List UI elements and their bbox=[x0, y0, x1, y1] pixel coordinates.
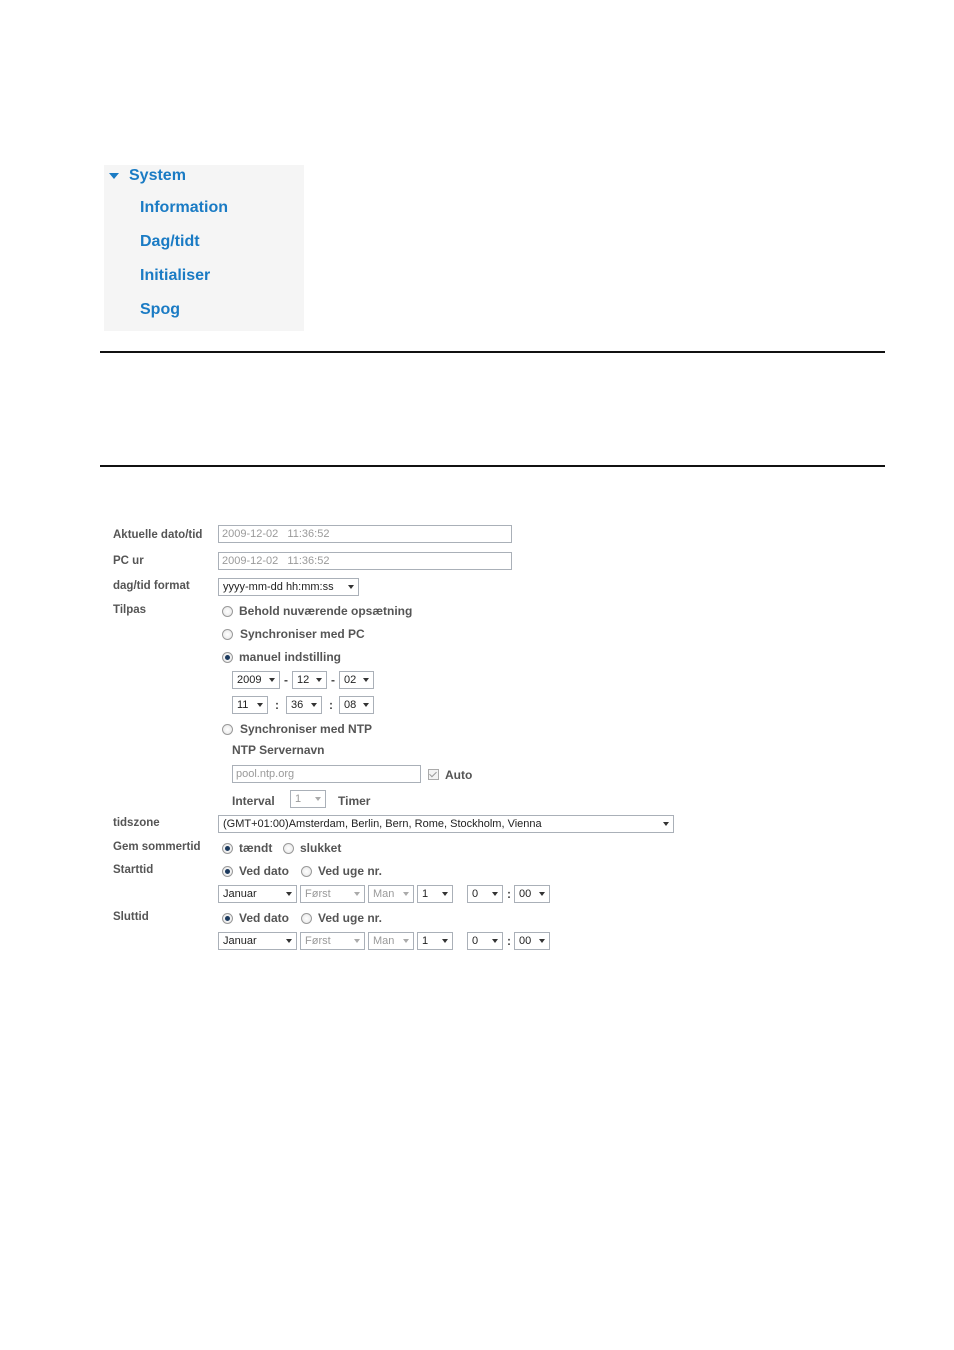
start-hour-select[interactable] bbox=[467, 885, 503, 903]
adjust-label: Tilpas bbox=[113, 604, 147, 616]
end-label: Sluttid bbox=[113, 911, 149, 923]
radio-dst-off[interactable] bbox=[283, 843, 294, 854]
auto-label: Auto bbox=[445, 768, 473, 782]
year-select[interactable] bbox=[232, 671, 280, 689]
start-weekday-value: Man bbox=[373, 888, 395, 900]
end-weekday-value: Man bbox=[373, 935, 395, 947]
dropdown-arrow-icon bbox=[442, 892, 448, 896]
end-month-value: Januar bbox=[223, 935, 257, 947]
sync-ntp-label: Synchroniser med NTP bbox=[240, 722, 373, 736]
format-label: dag/tid format bbox=[113, 580, 190, 592]
time-separator: : bbox=[507, 887, 511, 901]
minute-select[interactable] bbox=[286, 696, 322, 714]
format-select[interactable] bbox=[218, 578, 359, 596]
interval-select[interactable] bbox=[290, 790, 326, 808]
auto-checkbox[interactable] bbox=[428, 769, 439, 780]
end-minute-value: 00 bbox=[519, 935, 532, 947]
menu-item-information[interactable]: Information bbox=[140, 199, 228, 216]
current-datetime-field: 2009-12-02 11:36:52 bbox=[218, 525, 512, 543]
timezone-select[interactable] bbox=[218, 815, 674, 833]
radio-start-by-date[interactable] bbox=[222, 866, 233, 877]
radio-end-by-date[interactable] bbox=[222, 913, 233, 924]
menu-item-date-time[interactable]: Dag/tidt bbox=[140, 233, 200, 250]
month-select[interactable] bbox=[292, 671, 327, 689]
date-separator: - bbox=[284, 673, 288, 687]
radio-start-by-week[interactable] bbox=[301, 866, 312, 877]
dropdown-arrow-icon bbox=[539, 892, 545, 896]
start-week-select[interactable] bbox=[300, 885, 365, 903]
end-minute-select[interactable] bbox=[514, 932, 550, 950]
interval-label: Interval bbox=[232, 794, 275, 808]
radio-keep-current[interactable] bbox=[222, 606, 233, 617]
keep-current-label: Behold nuværende opsætning bbox=[239, 604, 413, 618]
timezone-value: (GMT+01:00)Amsterdam, Berlin, Bern, Rome, Stockholm, Vienna bbox=[223, 818, 542, 830]
minute-value: 36 bbox=[291, 699, 304, 711]
start-by-date-label: Ved dato bbox=[239, 864, 290, 878]
dropdown-arrow-icon bbox=[354, 892, 360, 896]
dropdown-arrow-icon bbox=[442, 939, 448, 943]
divider-bottom bbox=[100, 465, 885, 467]
start-by-week-label: Ved uge nr. bbox=[318, 864, 383, 878]
year-value: 2009 bbox=[237, 674, 262, 686]
dropdown-arrow-icon bbox=[363, 678, 369, 682]
start-day-value: 1 bbox=[422, 888, 429, 900]
dropdown-arrow-icon bbox=[663, 822, 669, 826]
divider-top bbox=[100, 351, 885, 353]
radio-dst-on[interactable] bbox=[222, 843, 233, 854]
start-day-select[interactable] bbox=[417, 885, 453, 903]
timezone-label: tidszone bbox=[113, 817, 160, 829]
second-value: 08 bbox=[344, 699, 357, 711]
end-weekday-select[interactable] bbox=[368, 932, 414, 950]
date-separator: - bbox=[331, 673, 335, 687]
end-month-select[interactable] bbox=[218, 932, 297, 950]
hour-select[interactable] bbox=[232, 696, 268, 714]
dropdown-arrow-icon bbox=[286, 939, 292, 943]
dropdown-arrow-icon bbox=[539, 939, 545, 943]
dst-on-label: tændt bbox=[239, 841, 273, 855]
month-value: 12 bbox=[297, 674, 310, 686]
system-menu bbox=[104, 165, 304, 331]
start-label: Starttid bbox=[113, 864, 154, 876]
end-hour-select[interactable] bbox=[467, 932, 503, 950]
start-week-value: Først bbox=[305, 888, 331, 900]
start-minute-select[interactable] bbox=[514, 885, 550, 903]
interval-value: 1 bbox=[295, 793, 302, 805]
end-week-value: Først bbox=[305, 935, 331, 947]
dropdown-arrow-icon bbox=[354, 939, 360, 943]
day-value: 02 bbox=[344, 674, 357, 686]
time-separator: : bbox=[329, 698, 333, 712]
dropdown-arrow-icon bbox=[363, 703, 369, 707]
end-day-select[interactable] bbox=[417, 932, 453, 950]
time-separator: : bbox=[275, 698, 279, 712]
start-month-value: Januar bbox=[223, 888, 257, 900]
start-hour-value: 0 bbox=[472, 888, 479, 900]
caret-down-icon bbox=[109, 173, 119, 179]
menu-item-language[interactable]: Spog bbox=[140, 301, 180, 318]
pc-clock-field: 2009-12-02 11:36:52 bbox=[218, 552, 512, 570]
dst-label: Gem sommertid bbox=[113, 841, 201, 853]
dropdown-arrow-icon bbox=[348, 585, 354, 589]
day-select[interactable] bbox=[339, 671, 374, 689]
manual-label: manuel indstilling bbox=[239, 650, 342, 664]
dropdown-arrow-icon bbox=[403, 939, 409, 943]
dst-off-label: slukket bbox=[300, 841, 342, 855]
dropdown-arrow-icon bbox=[286, 892, 292, 896]
sync-pc-label: Synchroniser med PC bbox=[240, 627, 365, 641]
dropdown-arrow-icon bbox=[492, 939, 498, 943]
dropdown-arrow-icon bbox=[311, 703, 317, 707]
start-weekday-select[interactable] bbox=[368, 885, 414, 903]
menu-item-initialize[interactable]: Initialiser bbox=[140, 267, 211, 284]
dropdown-arrow-icon bbox=[492, 892, 498, 896]
dropdown-arrow-icon bbox=[315, 797, 321, 801]
radio-end-by-week[interactable] bbox=[301, 913, 312, 924]
radio-sync-ntp[interactable] bbox=[222, 724, 233, 735]
hour-value: 11 bbox=[237, 699, 249, 711]
dropdown-arrow-icon bbox=[316, 678, 322, 682]
ntp-server-label: NTP Servernavn bbox=[232, 743, 325, 757]
end-hour-value: 0 bbox=[472, 935, 479, 947]
system-menu-header[interactable] bbox=[108, 165, 186, 187]
format-select-value: yyyy-mm-dd hh:mm:ss bbox=[223, 581, 334, 593]
ntp-server-input[interactable]: pool.ntp.org bbox=[232, 765, 421, 783]
end-week-select[interactable] bbox=[300, 932, 365, 950]
radio-sync-pc[interactable] bbox=[222, 629, 233, 640]
dropdown-arrow-icon bbox=[269, 678, 275, 682]
interval-unit-label: Timer bbox=[338, 794, 371, 808]
radio-manual[interactable] bbox=[222, 652, 233, 663]
dropdown-arrow-icon bbox=[257, 703, 263, 707]
start-month-select[interactable] bbox=[218, 885, 297, 903]
pc-clock-label: PC ur bbox=[113, 555, 144, 567]
end-by-date-label: Ved dato bbox=[239, 911, 290, 925]
system-menu-title: System bbox=[129, 167, 186, 184]
time-separator: : bbox=[507, 934, 511, 948]
second-select[interactable] bbox=[339, 696, 374, 714]
end-day-value: 1 bbox=[422, 935, 429, 947]
current-datetime-label: Aktuelle dato/tid bbox=[113, 529, 203, 541]
end-by-week-label: Ved uge nr. bbox=[318, 911, 383, 925]
start-minute-value: 00 bbox=[519, 888, 532, 900]
dropdown-arrow-icon bbox=[403, 892, 409, 896]
